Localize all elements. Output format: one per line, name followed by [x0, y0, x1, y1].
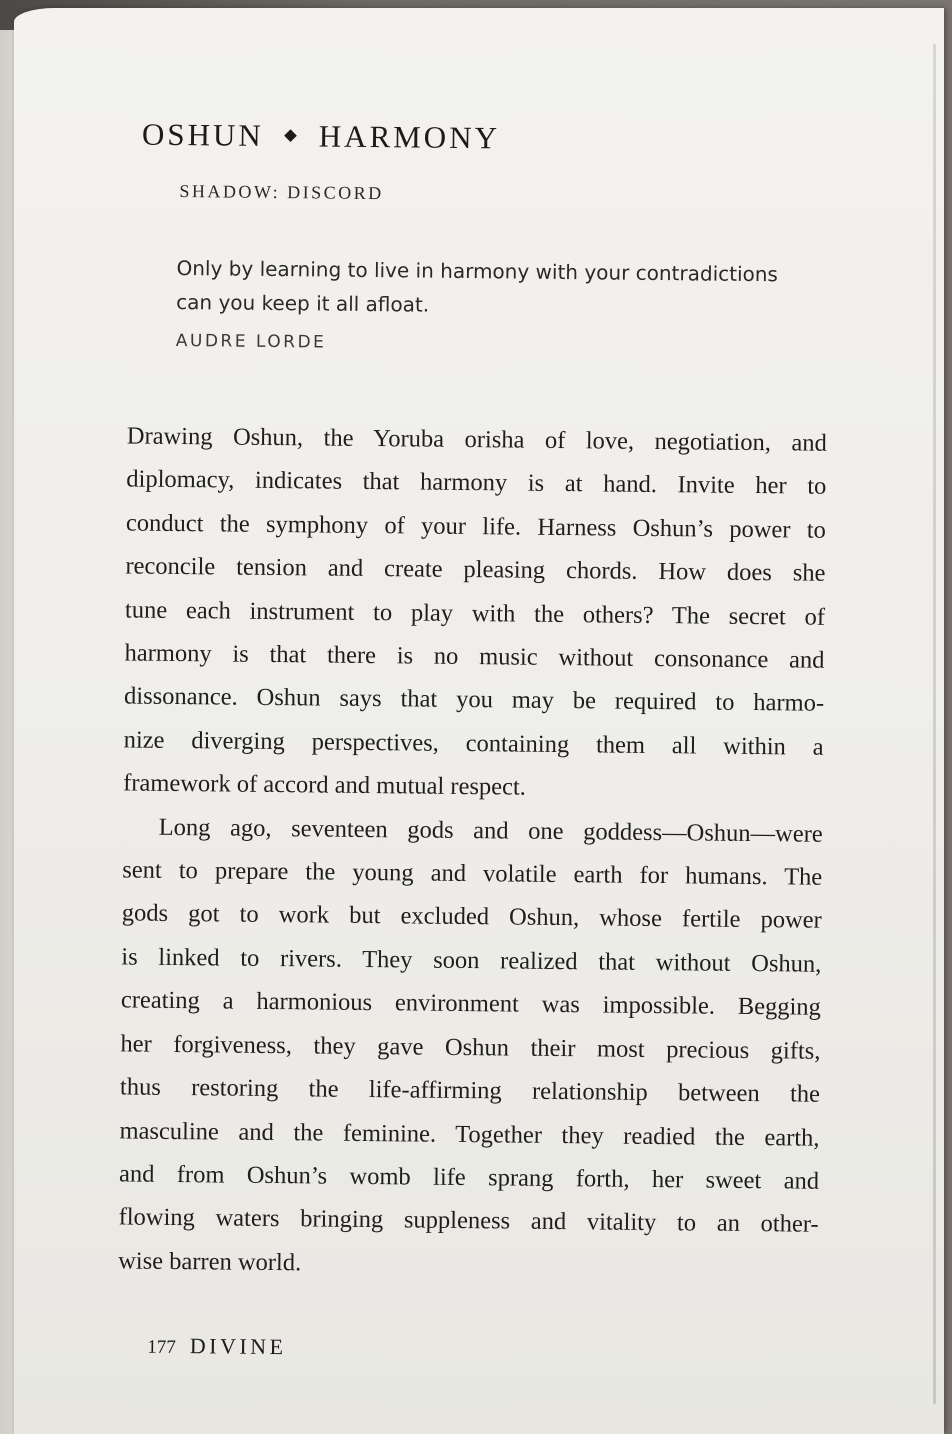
body-line: Long ago, seventeen gods and one goddess—Oshun—were	[158, 813, 823, 848]
body-line: flowing waters bringing suppleness and vitality to an other-	[118, 1203, 819, 1239]
body-line: is linked to rivers. They soon realized that without Oshun,	[121, 943, 822, 978]
body-line: wise barren world.	[118, 1247, 302, 1277]
body-line: conduct the symphony of your life. Harness Oshun’s power to	[125, 509, 827, 544]
body-line: creating a harmonious environment was impossible. Begging	[120, 986, 822, 1022]
body-line: and from Oshun’s womb life sprang forth, her sweet and	[118, 1160, 820, 1195]
body-line: diplomacy, indicates that harmony is at hand. Invite her to	[126, 465, 827, 501]
body-line: tune each instrument to play with the others? The secret of	[124, 596, 826, 631]
body-line: Drawing Oshun, the Yoruba orisha of love, negotiation, and	[126, 422, 827, 457]
epigraph-quote	[176, 251, 817, 326]
section-name: DIVINE	[189, 1333, 287, 1360]
body-line: thus restoring the life-affirming relationship between the	[119, 1073, 821, 1108]
shadow-subtitle: SHADOW: DISCORD	[179, 180, 384, 204]
body-line: sent to prepare the young and volatile earth for humans. The	[122, 856, 823, 891]
book-page	[14, 8, 944, 1434]
page-number: 177	[147, 1336, 176, 1359]
page-content	[6, 3, 951, 1434]
body-line: reconcile tension and create pleasing chords. How does she	[125, 552, 826, 587]
body-line: nize diverging perspectives, containing them all within a	[123, 726, 824, 761]
title-deity: OSHUN	[141, 116, 264, 153]
page-footer	[147, 1333, 287, 1360]
diamond-separator-icon	[284, 130, 297, 143]
card-title	[142, 117, 500, 157]
title-theme: HARMONY	[318, 118, 501, 156]
body-line: framework of accord and mutual respect.	[123, 769, 527, 801]
epigraph-author: AUDRE LORDE	[175, 330, 327, 353]
body-line: her forgiveness, they gave Oshun their most precious gifts,	[120, 1030, 821, 1065]
quote-line: can you keep it all afloat.	[176, 289, 430, 317]
body-line: harmony is that there is no music without consonance and	[124, 639, 825, 674]
body-line: dissonance. Oshun says that you may be required to harmo-	[123, 682, 825, 718]
body-text	[118, 414, 827, 1289]
body-line: gods got to work but excluded Oshun, whose fertile power	[121, 899, 822, 935]
quote-line: Only by learning to live in harmony with your contradictions	[176, 255, 779, 287]
body-line: masculine and the feminine. Together they readied the earth,	[119, 1116, 820, 1152]
